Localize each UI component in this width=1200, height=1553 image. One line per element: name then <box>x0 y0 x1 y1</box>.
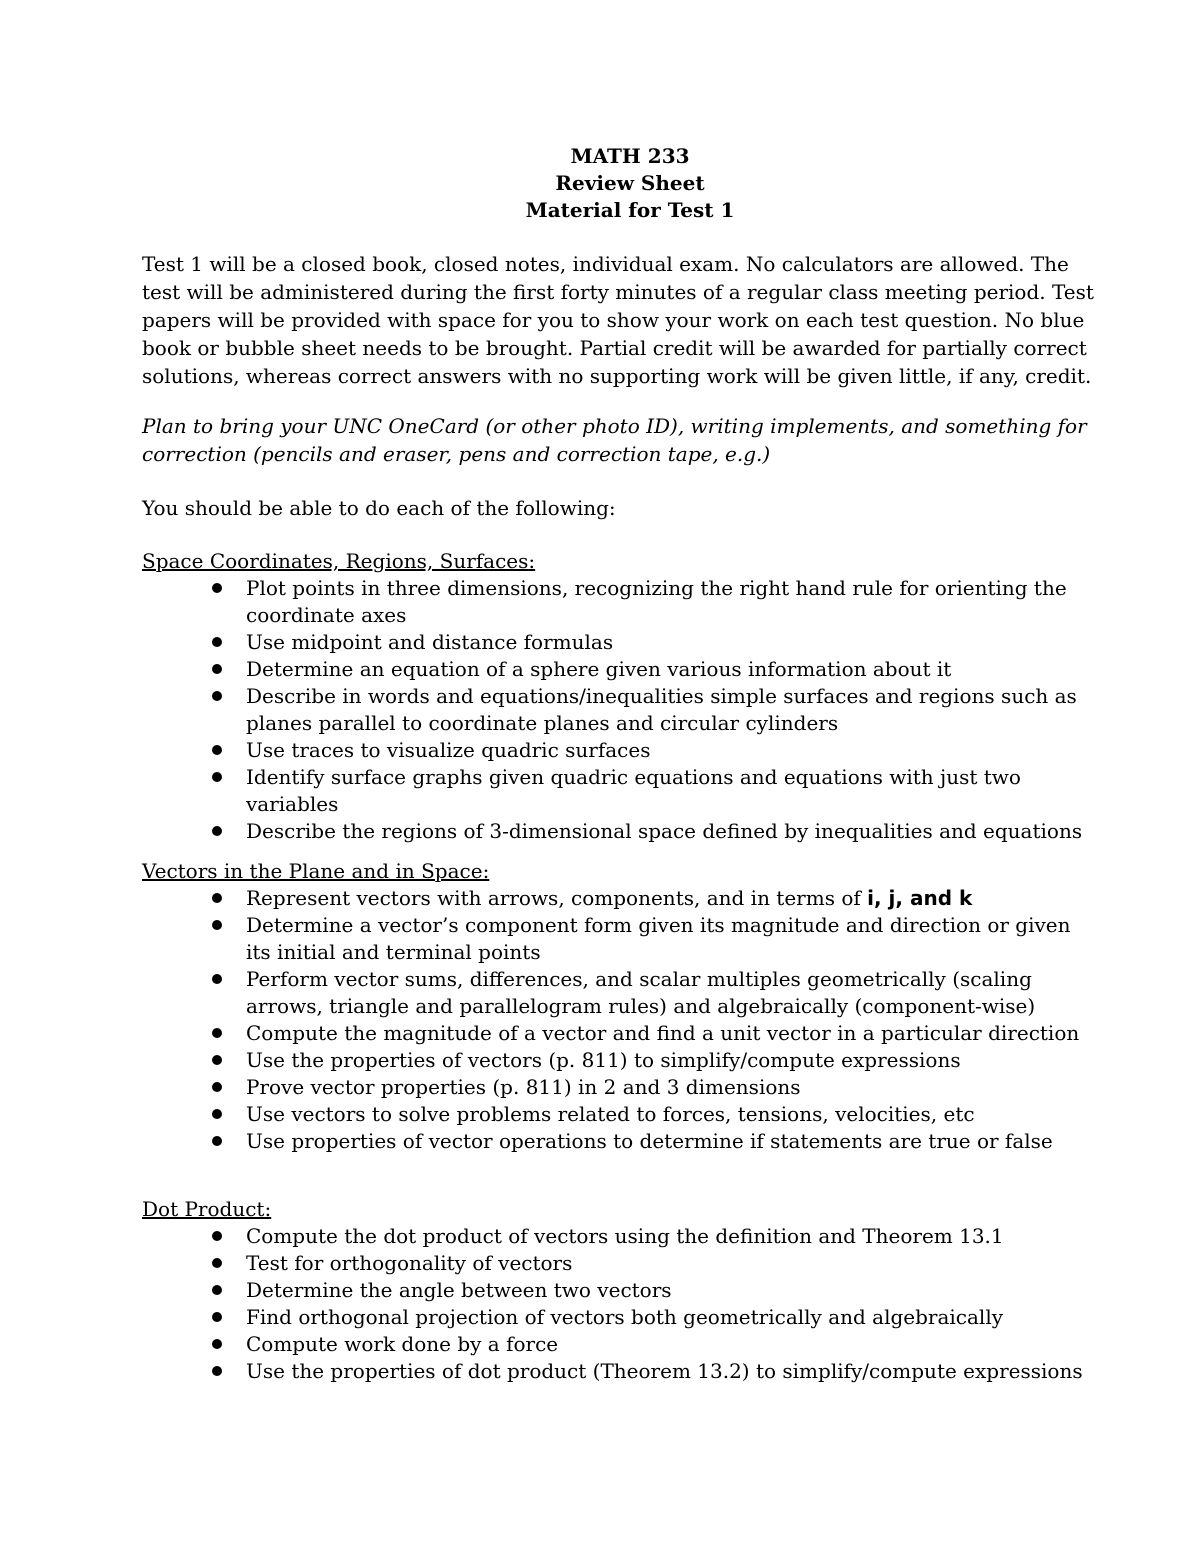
section-title-text: Dot Product <box>142 1197 265 1221</box>
list-item-text: Determine an equation of a sphere given various information about it <box>246 657 952 681</box>
section-title-dot-product: Dot Product: <box>142 1197 272 1221</box>
bullet-icon <box>212 974 222 984</box>
list-item-text: Prove vector properties (p. 811) in 2 and 3 dimensions <box>246 1075 801 1099</box>
list-item <box>212 818 1092 845</box>
document-header <box>0 143 1200 224</box>
list-item-text: Use the properties of dot product (Theorem 13.2) to simplify/compute expressions <box>246 1359 1083 1383</box>
section-list-dot-product <box>212 1223 1092 1385</box>
bullet-icon <box>212 920 222 930</box>
list-item-text: Determine the angle between two vectors <box>246 1278 672 1302</box>
bullet-icon <box>212 1231 222 1241</box>
list-item <box>212 683 1092 737</box>
list-item <box>212 1020 1092 1047</box>
list-item-text: Find orthogonal projection of vectors both geometrically and algebraically <box>246 1305 1004 1329</box>
bullet-icon <box>212 893 222 903</box>
list-item <box>212 1101 1092 1128</box>
list-item-text: Compute the dot product of vectors using the definition and Theorem 13.1 <box>246 1224 1004 1248</box>
course-title: MATH 233 <box>570 144 690 168</box>
section-title-text: Space Coordinates, Regions, Surfaces <box>142 549 529 573</box>
list-item <box>212 575 1092 629</box>
bullet-icon <box>212 691 222 701</box>
list-item-text: Plot points in three dimensions, recognizing the right hand rule for orienting the coordinate axes <box>246 576 1067 627</box>
unit-vectors-label: i, j, and k <box>867 886 973 910</box>
bullet-icon <box>212 1312 222 1322</box>
bullet-icon <box>212 583 222 593</box>
list-item <box>212 656 1092 683</box>
bullet-icon <box>212 1082 222 1092</box>
list-item-text: Use traces to visualize quadric surfaces <box>246 738 651 762</box>
list-item <box>212 1223 1092 1250</box>
list-item <box>212 1304 1092 1331</box>
bullet-icon <box>212 637 222 647</box>
section-list-space-coordinates <box>212 575 1092 845</box>
bullet-icon <box>212 745 222 755</box>
bullet-icon <box>212 1055 222 1065</box>
bullet-icon <box>212 664 222 674</box>
section-title-text: Vectors in the Plane and in Space <box>142 859 483 883</box>
list-item <box>212 966 1092 1020</box>
lead-text: You should be able to do each of the following: <box>142 496 616 520</box>
section-list-vectors <box>212 885 1092 1155</box>
list-item-text: Perform vector sums, differences, and scalar multiples geometrically (scaling arrows, triangle and parallelogram rules) and algebraically (component-wise) <box>246 967 1036 1018</box>
list-item-text: Use properties of vector operations to determine if statements are true or false <box>246 1129 1053 1153</box>
list-item <box>212 1331 1092 1358</box>
list-item-text: Compute work done by a force <box>246 1332 559 1356</box>
list-item-text: Represent vectors with arrows, components, and in terms of <box>246 886 861 910</box>
bullet-icon <box>212 1285 222 1295</box>
reminder-paragraph: Plan to bring your UNC OneCard (or other photo ID), writing implements, and something for correction (pencils and eraser, pens and correction tape, e.g.) <box>142 414 1087 466</box>
list-item <box>212 629 1092 656</box>
bullet-icon <box>212 1339 222 1349</box>
list-item-text: Compute the magnitude of a vector and find a unit vector in a particular direction <box>246 1021 1080 1045</box>
list-item-text: Describe the regions of 3-dimensional space defined by inequalities and equations <box>246 819 1083 843</box>
list-item-text: Use vectors to solve problems related to forces, tensions, velocities, etc <box>246 1102 975 1126</box>
list-item <box>212 1250 1092 1277</box>
list-item <box>212 885 1092 912</box>
list-item-text: Use the properties of vectors (p. 811) to simplify/compute expressions <box>246 1048 961 1072</box>
list-item <box>212 1358 1092 1385</box>
bullet-icon <box>212 1366 222 1376</box>
bullet-icon <box>212 826 222 836</box>
list-item-text: Describe in words and equations/inequalities simple surfaces and regions such as planes parallel to coordinate planes and circular cylinders <box>246 684 1077 735</box>
list-item <box>212 737 1092 764</box>
list-item <box>212 1074 1092 1101</box>
bullet-icon <box>212 1258 222 1268</box>
list-item <box>212 1277 1092 1304</box>
bullet-icon <box>212 772 222 782</box>
list-item <box>212 912 1092 966</box>
list-item <box>212 1047 1092 1074</box>
intro-paragraph: Test 1 will be a closed book, closed notes, individual exam. No calculators are allowed. The test will be administered during the first forty minutes of a regular class meeting period. Test papers will be provided with space for you to show your work on each test question. No blue book or bubble sheet needs to be brought. Partial credit will be awarded for partially correct solutions, whereas correct answers with no supporting work will be given little, if any, credit. <box>142 252 1094 388</box>
bullet-icon <box>212 1136 222 1146</box>
list-item <box>212 764 1092 818</box>
section-title-space-coordinates: Space Coordinates, Regions, Surfaces: <box>142 549 536 573</box>
sheet-title: Review Sheet <box>555 171 705 195</box>
bullet-icon <box>212 1109 222 1119</box>
list-item-text: Identify surface graphs given quadric equations and equations with just two variables <box>246 765 1021 816</box>
section-title-vectors: Vectors in the Plane and in Space: <box>142 859 490 883</box>
sheet-subtitle: Material for Test 1 <box>525 198 735 222</box>
bullet-icon <box>212 1028 222 1038</box>
list-item-text: Test for orthogonality of vectors <box>246 1251 573 1275</box>
list-item-text: Use midpoint and distance formulas <box>246 630 614 654</box>
list-item <box>212 1128 1092 1155</box>
list-item-text: Determine a vector’s component form given its magnitude and direction or given its initial and terminal points <box>246 913 1071 964</box>
